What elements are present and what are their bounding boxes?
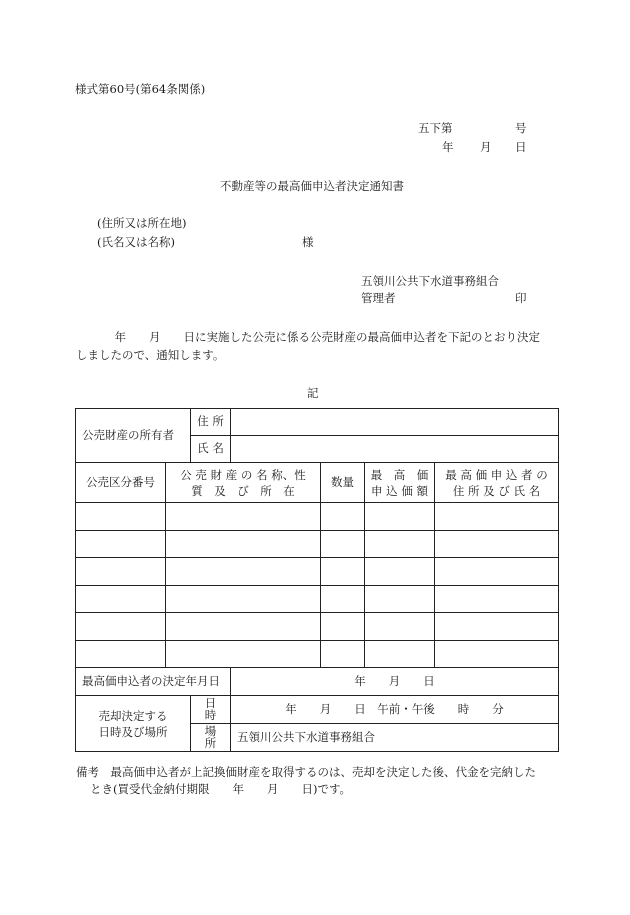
body-text-line2: しましたので、通知します。	[76, 348, 225, 362]
recipient-name-label: (氏名又は名称)	[97, 235, 175, 249]
date-month: 月	[480, 140, 492, 154]
date-year: 年	[442, 140, 454, 154]
body-text-line1: 年 月 日に実施した公売に係る公売財産の最高価申込者を下記のとおり決定	[103, 330, 540, 344]
header-quantity: 数量	[321, 463, 365, 503]
date-day: 日	[515, 140, 527, 154]
ki-heading: 記	[307, 386, 319, 400]
sale-label-line1: 売却決定する	[98, 708, 168, 723]
header-bidder-info	[435, 463, 559, 503]
sale-decision-label	[76, 696, 191, 752]
header-bid-line2: 申 込 価 額	[371, 483, 428, 498]
property-table	[75, 408, 559, 752]
sale-label-line2: 日時及び場所	[98, 724, 168, 739]
form-number: 様式第60号(第64条関係)	[75, 82, 206, 96]
reference-suffix: 号	[515, 121, 527, 135]
datetime-label: 日 時	[191, 696, 231, 724]
sender-organization: 五領川公共下水道事務組合	[361, 274, 499, 288]
header-property-description	[166, 463, 321, 503]
table-row	[76, 585, 559, 613]
table-row	[76, 640, 559, 668]
header-property-line1: 公 売 財 産 の 名 称、性	[180, 467, 306, 482]
owner-address-label: 住 所	[191, 409, 231, 436]
header-highest-bid	[365, 463, 435, 503]
document-title: 不動産等の最高価申込者決定通知書	[220, 179, 404, 193]
remarks-line2: とき(買受代金納付期限 年 月 日)です。	[90, 782, 352, 796]
owner-label: 公売財産の所有者	[76, 409, 191, 463]
reference-prefix: 五下第	[418, 121, 453, 135]
decision-date-value: 年 月 日	[231, 668, 559, 696]
header-bid-line1: 最 高 価	[370, 467, 429, 482]
table-row	[76, 558, 559, 586]
recipient-address-label: (住所又は所在地)	[97, 216, 187, 230]
recipient-honorific: 様	[302, 235, 314, 249]
table-row	[76, 530, 559, 558]
header-bidder-line2: 住 所 及 び 氏 名	[452, 483, 541, 498]
owner-name-value	[231, 436, 559, 463]
datetime-value: 年 月 日 午前・午後 時 分	[231, 696, 559, 724]
owner-address-value	[231, 409, 559, 436]
column-header-row	[76, 463, 559, 503]
header-lot-number: 公売区分番号	[76, 463, 166, 503]
owner-name-label: 氏 名	[191, 436, 231, 463]
header-bidder-line1: 最 高 価 申 込 者 の	[445, 467, 548, 482]
table-row	[76, 503, 559, 531]
sender-manager-label: 管理者	[361, 291, 396, 305]
remarks-line1: 備考 最高価申込者が上記換価財産を取得するのは、売却を決定した後、代金を完納した	[76, 765, 536, 779]
table-row	[76, 613, 559, 641]
decision-date-label: 最高価申込者の決定年月日	[76, 668, 231, 696]
place-value: 五領川公共下水道事務組合	[231, 724, 559, 752]
header-property-line2: 質 及 び 所 在	[191, 483, 295, 498]
seal-mark: 印	[515, 291, 527, 305]
place-label: 場 所	[191, 724, 231, 752]
